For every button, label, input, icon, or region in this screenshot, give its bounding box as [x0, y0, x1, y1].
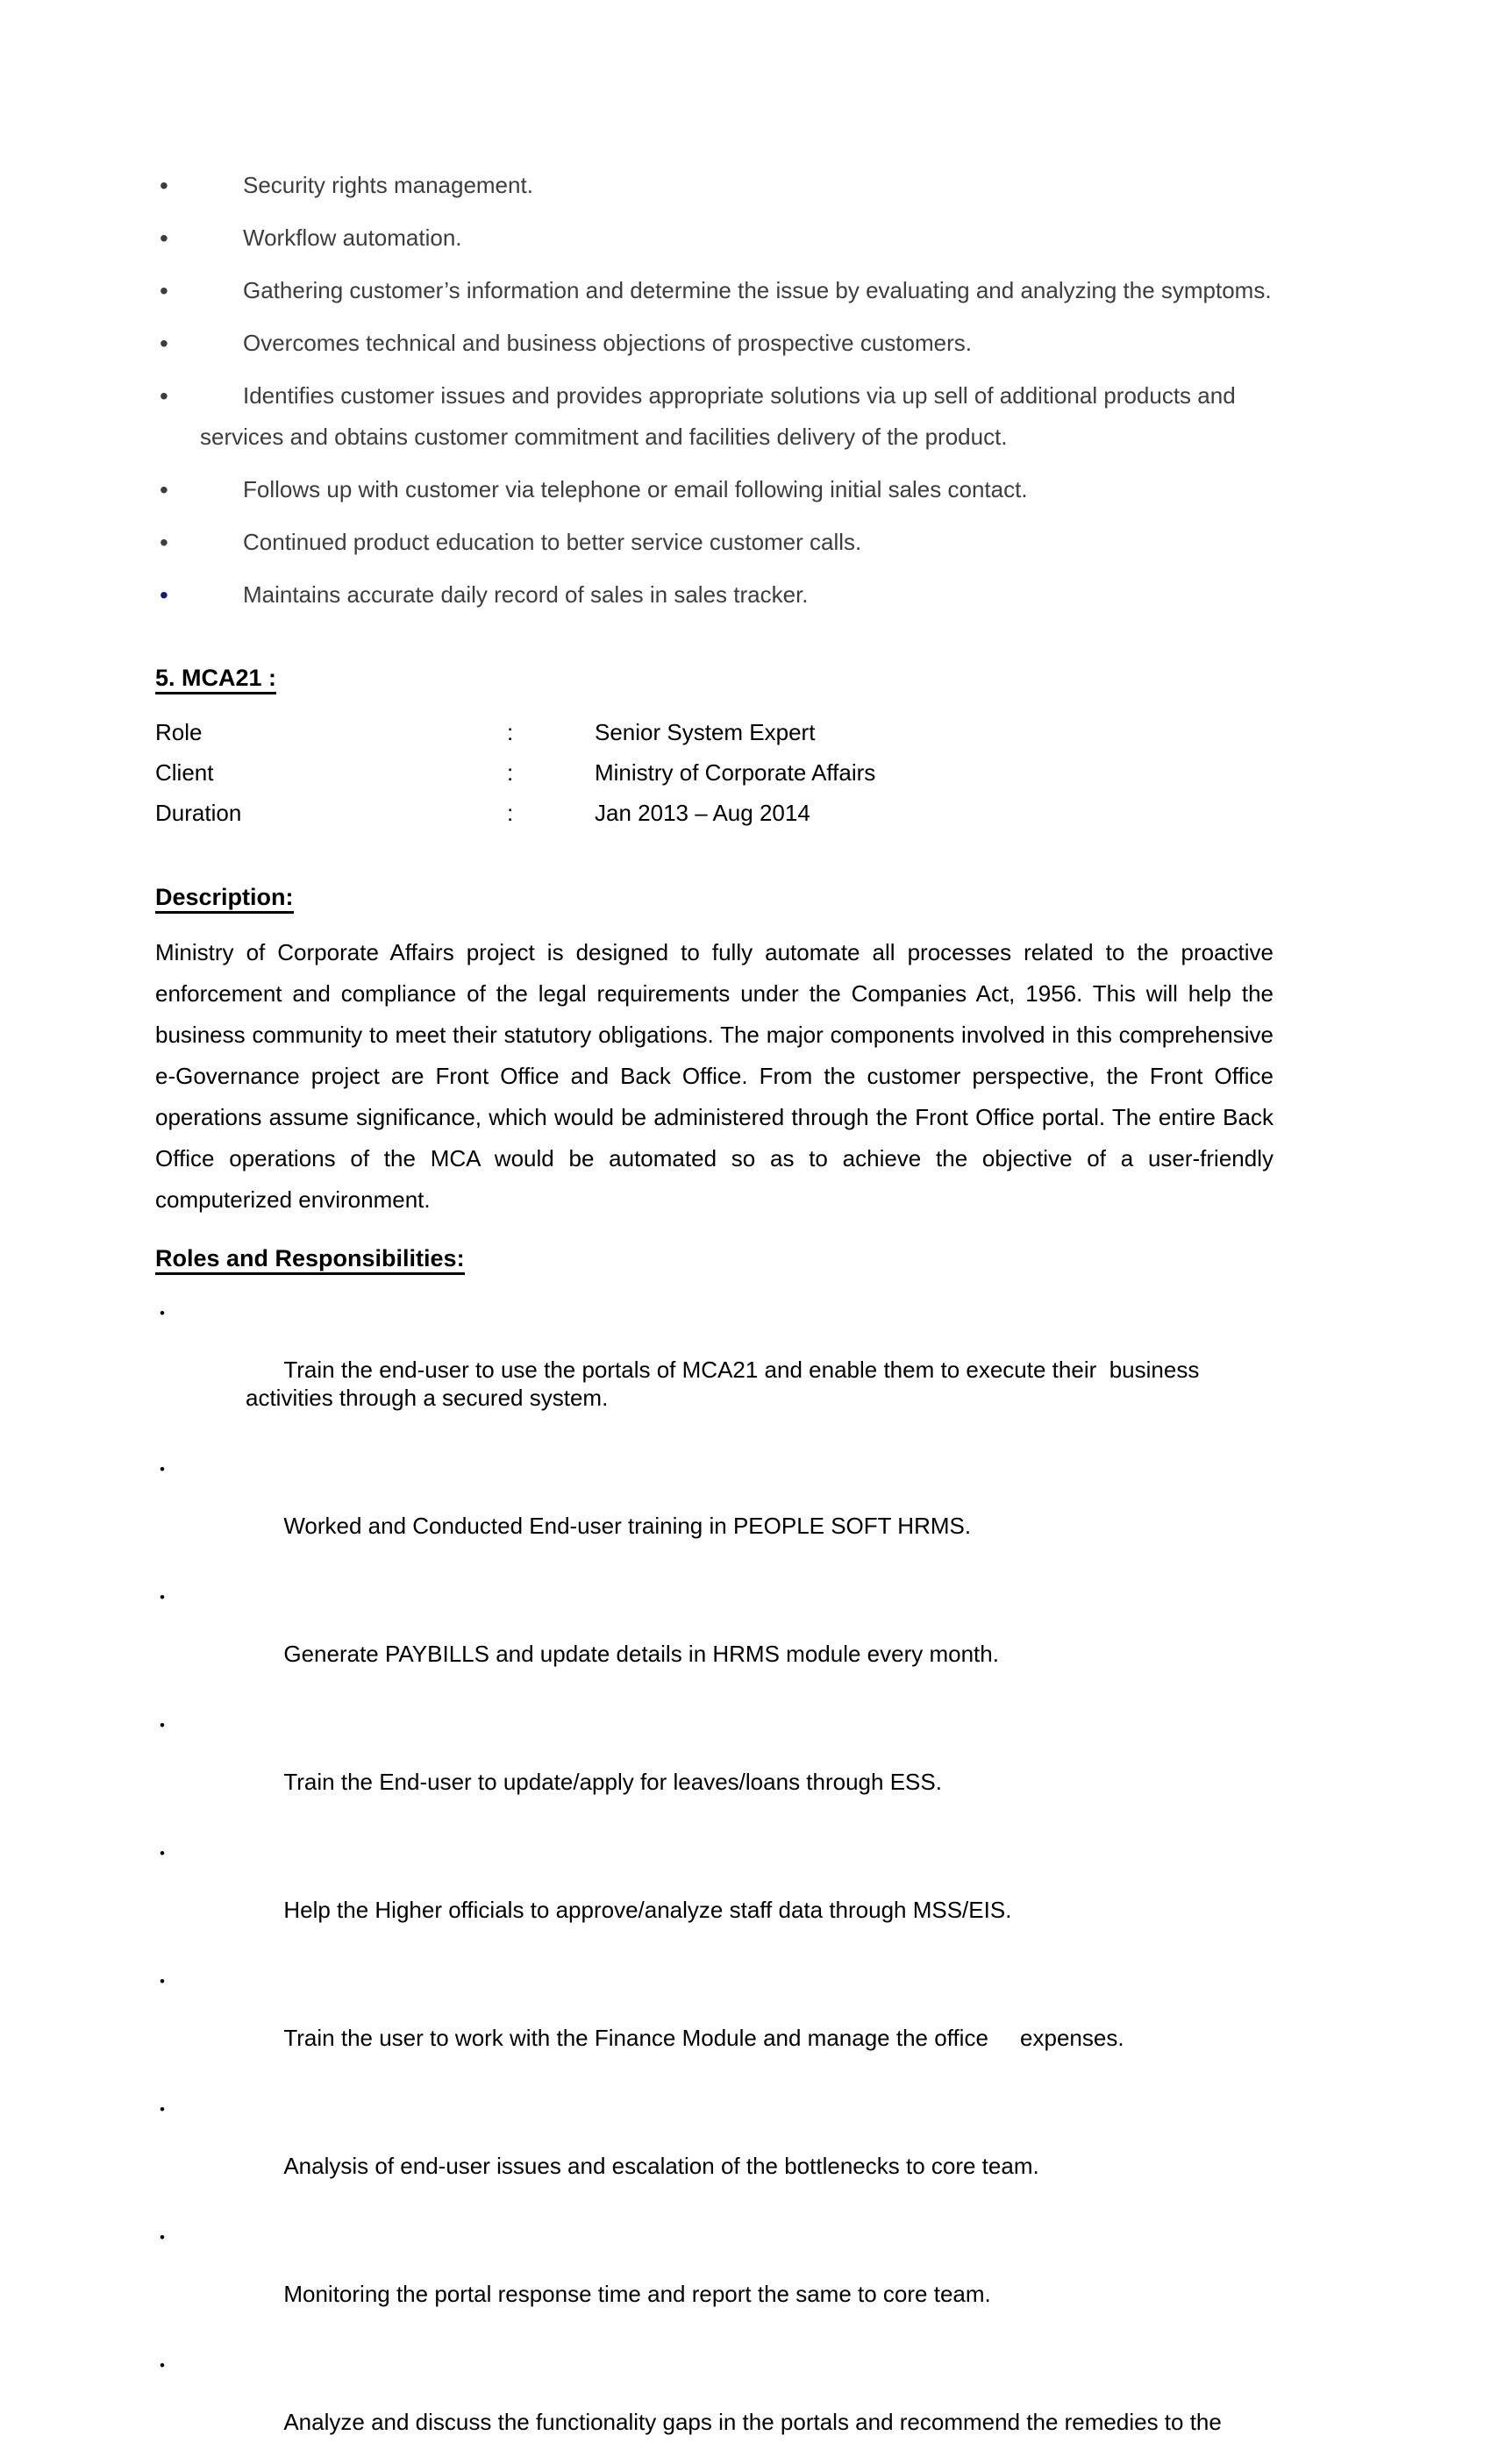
responsibilities-bullet-list: [155, 1300, 1273, 2464]
responsibilities-heading-text: Roles and Responsibilities:: [155, 1245, 465, 1275]
experience-bullet-list: [155, 165, 1273, 616]
detail-separator: :: [507, 719, 514, 745]
list-item: [160, 165, 1273, 206]
list-item-text: Help the Higher officials to approve/analyze staff data through MSS/EIS.: [283, 1897, 1012, 1923]
list-item: [160, 1300, 1273, 1440]
bullet-icon: •: [160, 1717, 165, 1734]
list-item: [160, 1712, 1273, 1824]
detail-value: Senior System Expert: [595, 719, 816, 745]
list-item: [160, 270, 1273, 311]
list-item-text: Workflow automation.: [243, 224, 462, 251]
bullet-icon: •: [160, 224, 168, 252]
detail-label: Duration: [155, 800, 242, 826]
list-item-text: Analysis of end-user issues and escalation of the bottlenecks to core team.: [283, 2153, 1039, 2179]
bullet-icon: •: [160, 1589, 165, 1606]
list-item-text: Monitoring the portal response time and report the same to core team.: [283, 2281, 991, 2307]
project-heading-text: 5. MCA21 :: [155, 665, 276, 694]
list-item-text: Overcomes technical and business objections of prospective customers.: [243, 330, 972, 356]
list-item-text: Train the End-user to update/apply for leaves/loans through ESS.: [283, 1769, 942, 1795]
list-item-text: Generate PAYBILLS and update details in HRMS module every month.: [283, 1641, 999, 1667]
bullet-icon: •: [160, 581, 168, 609]
detail-label: Client: [155, 759, 214, 786]
detail-row-duration: [155, 793, 1273, 833]
detail-row-role: [155, 712, 1273, 752]
list-item: [160, 2096, 1273, 2208]
bullet-icon: •: [160, 476, 168, 503]
list-item: [160, 217, 1273, 259]
list-item-text: Identifies customer issues and provides appropriate solutions via up sell of additional products and services and obtains customer commitment and facilities delivery of the product.: [200, 382, 1236, 450]
detail-separator: :: [507, 800, 514, 826]
description-heading-text: Description:: [155, 884, 294, 914]
list-item: [160, 1840, 1273, 1952]
bullet-icon: •: [160, 172, 168, 199]
bullet-icon: •: [160, 1461, 165, 1478]
bullet-icon: •: [160, 1845, 165, 1862]
detail-value: Jan 2013 – Aug 2014: [595, 800, 810, 826]
list-item: [160, 1968, 1273, 2080]
detail-label: Role: [155, 719, 203, 745]
list-item-text: Security rights management.: [243, 172, 533, 198]
bullet-icon: •: [160, 1973, 165, 1990]
list-item: [160, 469, 1273, 510]
list-item: [160, 2224, 1273, 2336]
list-item: [160, 2352, 1273, 2464]
detail-value: Ministry of Corporate Affairs: [595, 759, 876, 786]
bullet-icon: •: [160, 330, 168, 357]
bullet-icon: •: [160, 277, 168, 304]
list-item: [160, 1456, 1273, 1568]
bullet-icon: •: [160, 529, 168, 556]
detail-row-client: [155, 752, 1273, 793]
list-item-text: Train the user to work with the Finance Module and manage the office expenses.: [283, 2025, 1124, 2051]
bullet-icon: •: [160, 2101, 165, 2118]
list-item-text: Worked and Conducted End-user training in PEOPLE SOFT HRMS.: [283, 1513, 972, 1539]
bullet-icon: •: [160, 1305, 165, 1321]
bullet-icon: •: [160, 2357, 165, 2374]
list-item-text: Continued product education to better service customer calls.: [243, 529, 862, 555]
list-item: [160, 1584, 1273, 1696]
responsibilities-heading: [155, 1238, 1273, 1279]
detail-separator: :: [507, 759, 514, 786]
list-item: [160, 323, 1273, 364]
list-item-text: Follows up with customer via telephone or email following initial sales contact.: [243, 476, 1028, 502]
description-heading: [155, 877, 1273, 918]
project-heading: [155, 658, 1273, 699]
list-item-text: Analyze and discuss the functionality gaps in the portals and recommend the remedies to the: [283, 2409, 1222, 2435]
list-item-text: Train the end-user to use the portals of MCA21 and enable them to execute their business activities through a secured system.: [246, 1357, 1206, 1411]
list-item: [160, 522, 1273, 563]
list-item: [160, 574, 1273, 616]
list-item-text: Gathering customer’s information and determine the issue by evaluating and analyzing the symptoms.: [243, 277, 1272, 303]
bullet-icon: •: [160, 2229, 165, 2246]
description-paragraph: Ministry of Corporate Affairs project is designed to fully automate all processes related to the proactive enforcement and compliance of the legal requirements under the Companies Act, 1956. This will help the business community to meet their statutory obligations. The major components involved in this comprehensive e-Governance project are Front Office and Back Office. From the customer perspective, the Front Office operations assume significance, which would be administered through the Front Office portal. The entire Back Office operations of the MCA would be automated so as to achieve the objective of a user-friendly computerized environment.: [155, 939, 1273, 1213]
list-item: [160, 375, 1273, 458]
bullet-icon: •: [160, 382, 168, 409]
list-item-text: Maintains accurate daily record of sales in sales tracker.: [243, 581, 809, 608]
project-details: [155, 712, 1273, 833]
